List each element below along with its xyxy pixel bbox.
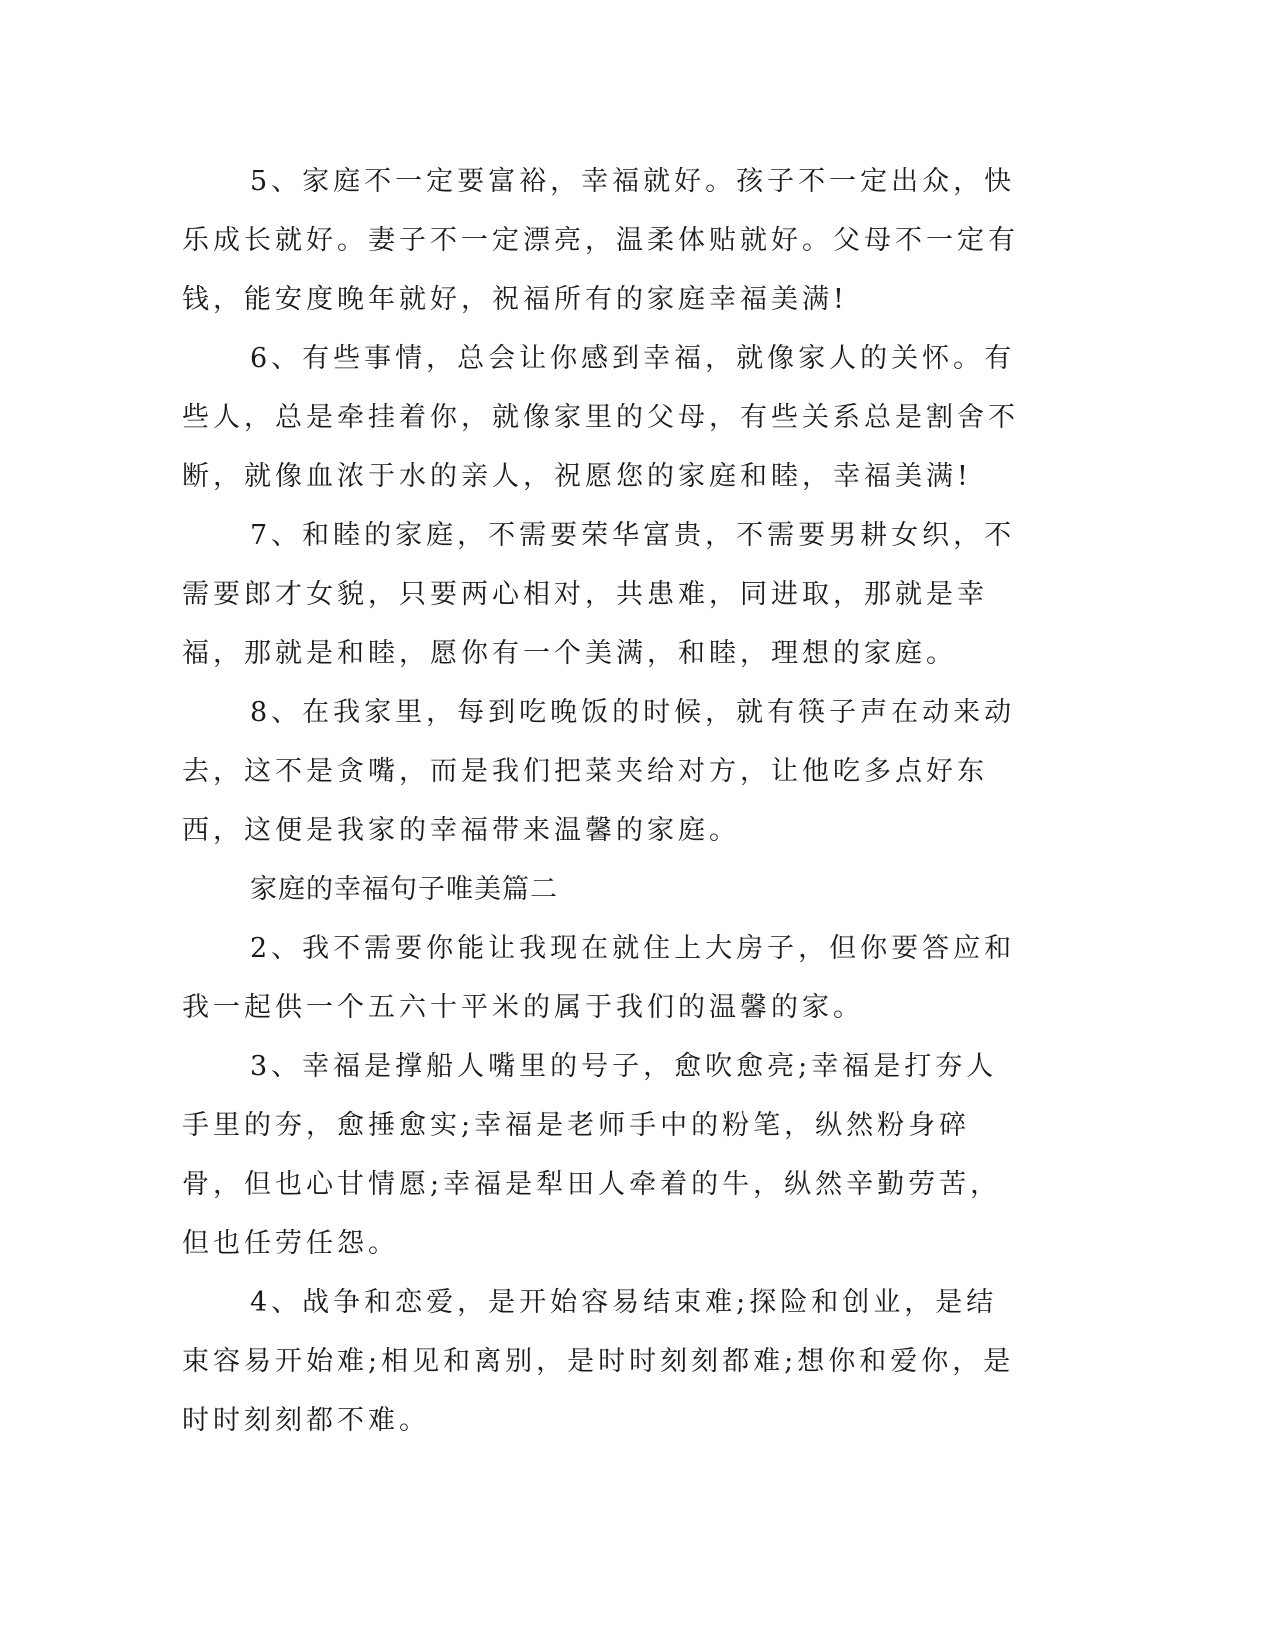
section-heading: 家庭的幸福句子唯美篇二 [250, 874, 558, 905]
paragraph-4: 4、战争和恋爱，是开始容易结束难;探险和创业，是结束容易开始难;相见和离别，是时时刻刻都难;想你和爱你，是时时刻刻都不难。 [182, 1287, 1015, 1436]
paragraph-5: 5、家庭不一定要富裕，幸福就好。孩子不一定出众，快乐成长就好。妻子不一定漂亮，温柔体贴就好。父母不一定有钱，能安度晚年就好，祝福所有的家庭幸福美满! [182, 166, 1019, 315]
paragraph-7: 7、和睦的家庭，不需要荣华富贵，不需要男耕女织，不需要郎才女貌，只要两心相对，共患难，同进取，那就是幸福，那就是和睦，愿你有一个美满，和睦，理想的家庭。 [182, 520, 1016, 669]
paragraph-2: 2、我不需要你能让我现在就住上大房子，但你要答应和我一起供一个五六十平米的属于我们的温馨的家。 [182, 933, 1016, 1023]
paragraph-8: 8、在我家里，每到吃晚饭的时候，就有筷子声在动来动去，这不是贪嘴，而是我们把菜夹给对方，让他吃多点好东西，这便是我家的幸福带来温馨的家庭。 [182, 697, 1016, 846]
paragraph-3: 3、幸福是撑船人嘴里的号子，愈吹愈亮;幸福是打夯人手里的夯，愈捶愈实;幸福是老师手中的粉笔，纵然粉身碎骨，但也心甘情愿;幸福是犁田人牵着的牛，纵然辛勤劳苦，但也任劳任怨。 [182, 1051, 1002, 1259]
paragraph-6: 6、有些事情，总会让你感到幸福，就像家人的关怀。有些人，总是牵挂着你，就像家里的父母，有些关系总是割舍不断，就像血浓于水的亲人，祝愿您的家庭和睦，幸福美满! [182, 343, 1019, 492]
document-body [182, 152, 1027, 1450]
